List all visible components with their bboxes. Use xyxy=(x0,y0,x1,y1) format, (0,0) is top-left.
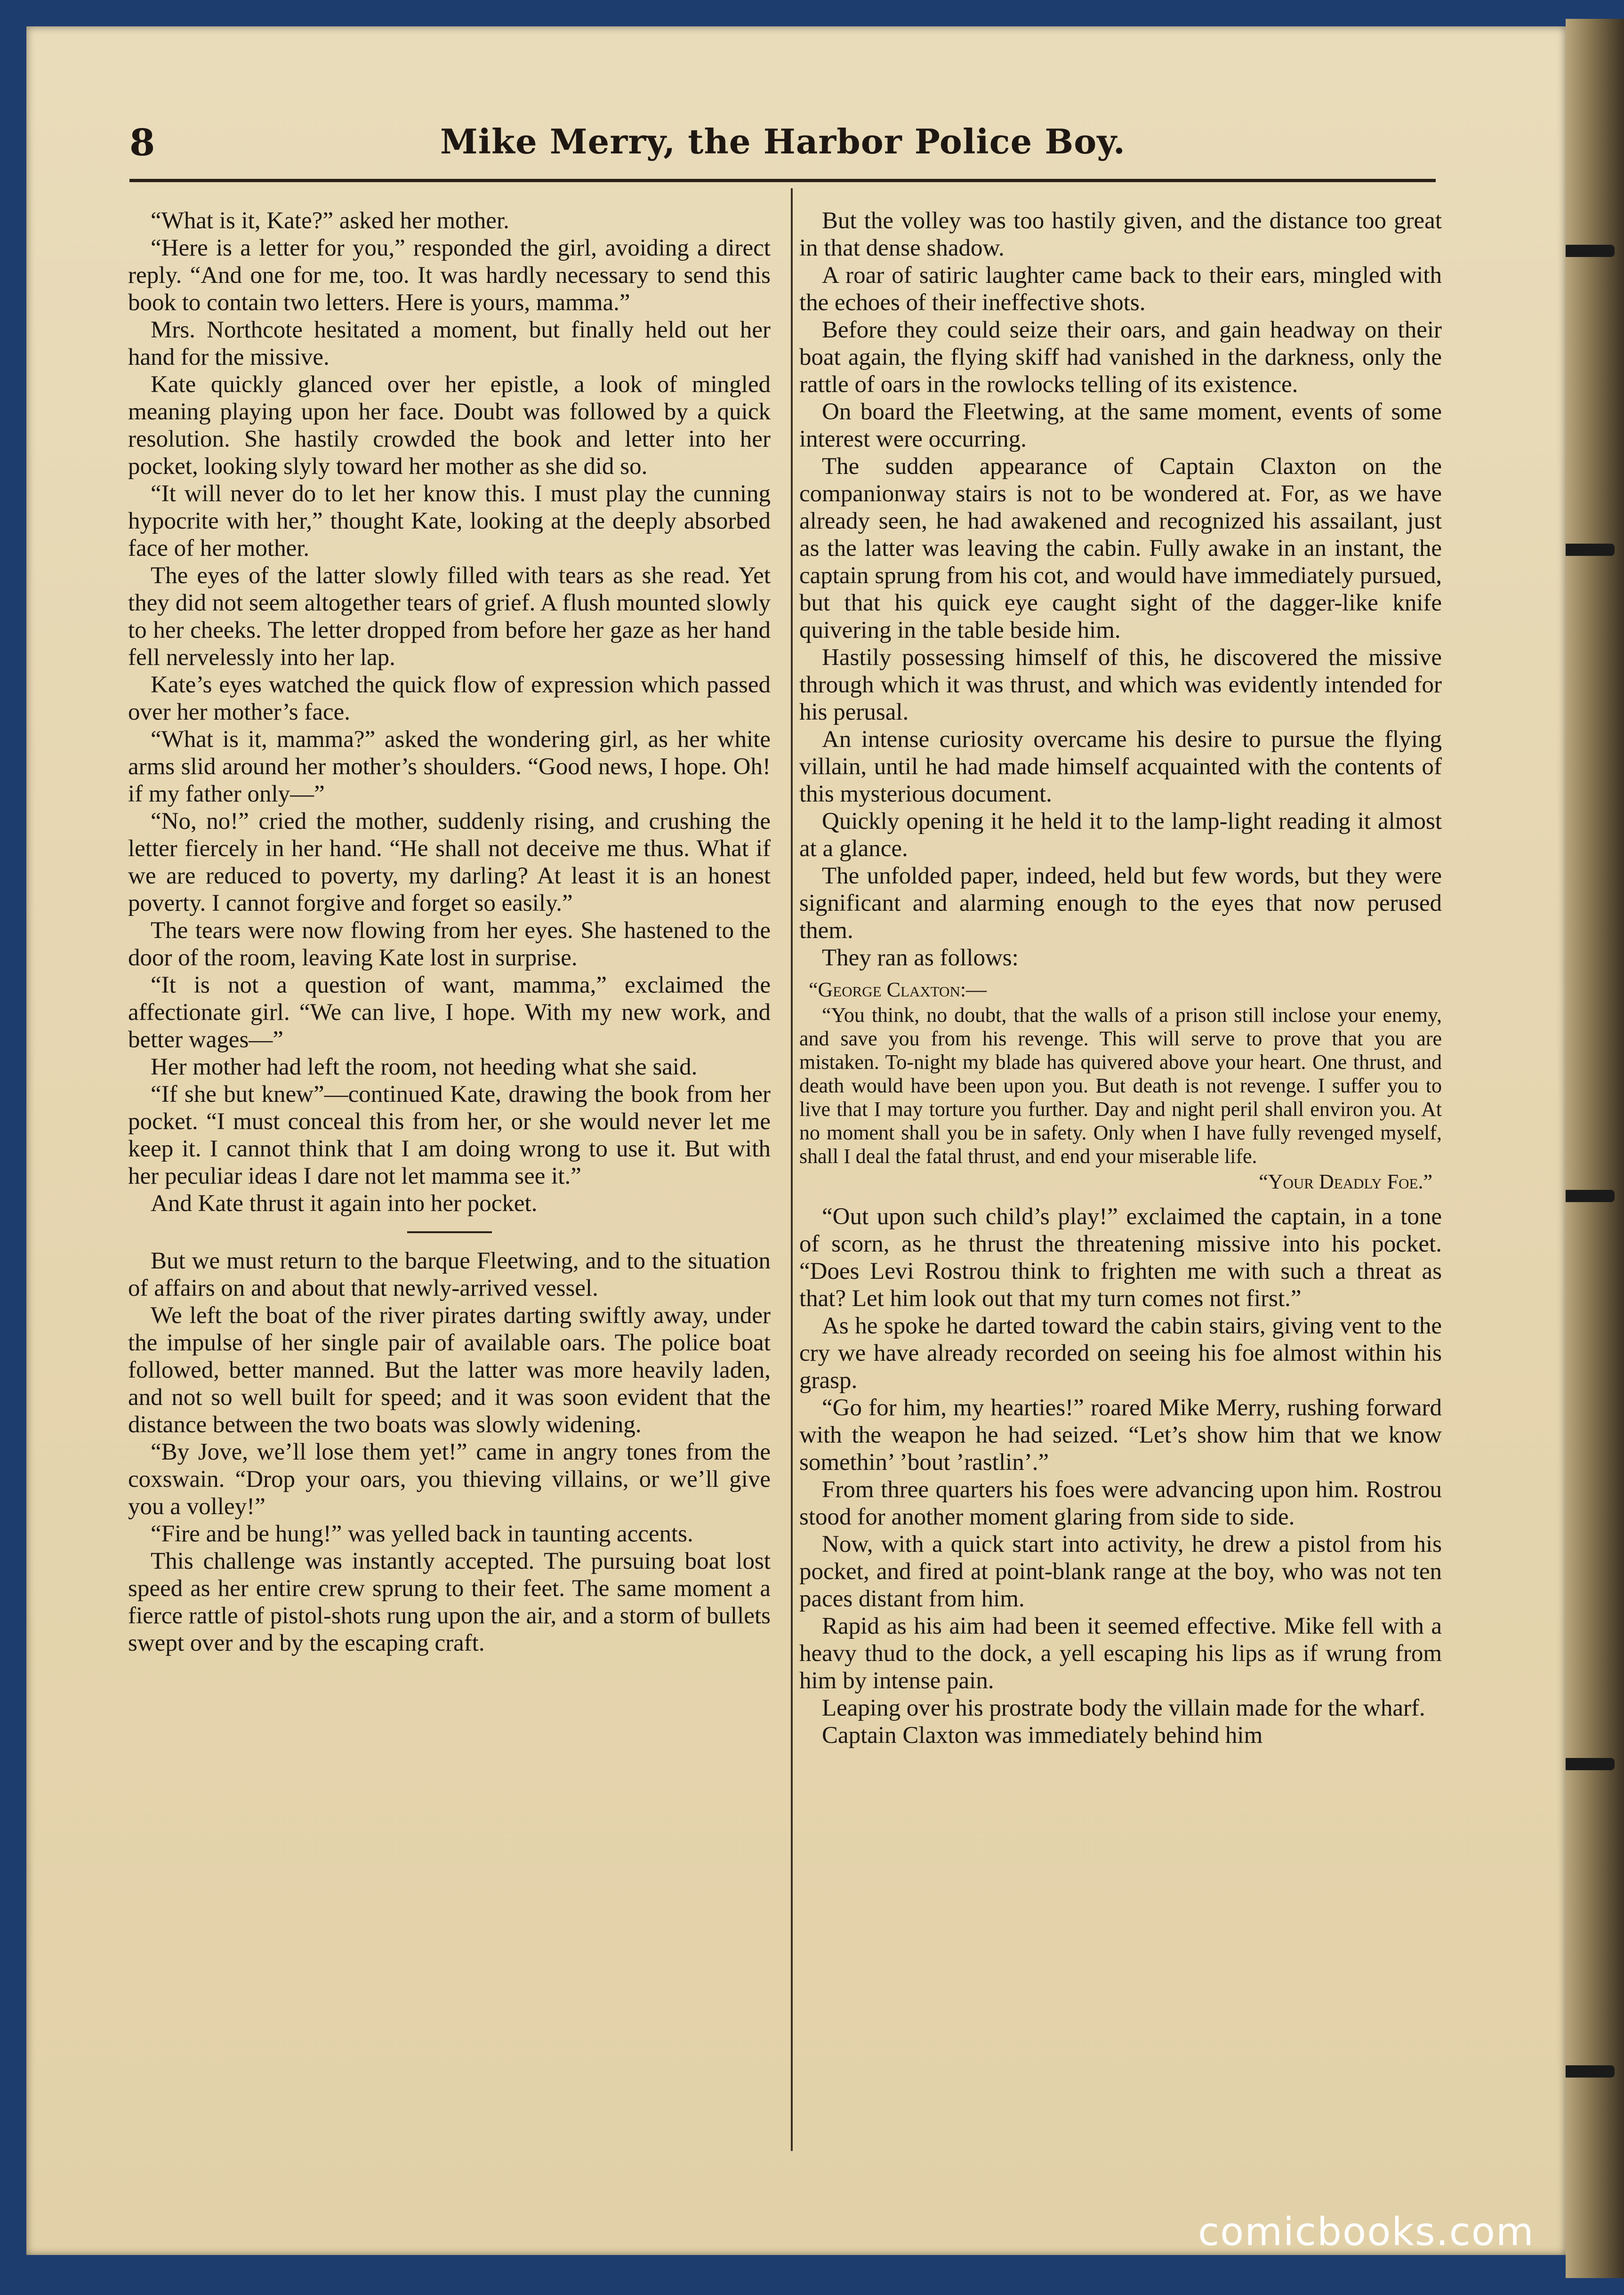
paragraph: The eyes of the latter slowly filled with tears as she read. Yet they did not seem altogether tears of grief. A flush mounted slowly to her cheeks. The letter dropped from before her gaze as her hand fell nervelessly into her lap. xyxy=(128,562,771,671)
staple xyxy=(1563,1758,1615,1770)
site-watermark: comicbooks.com xyxy=(1198,2210,1535,2255)
paragraph: Before they could seize their oars, and gain headway on their boat again, the flying skiff had vanished in the darkness, only the rattle of oars in the rowlocks telling of its existence. xyxy=(799,317,1442,398)
paragraph: Captain Claxton was immediately behind him xyxy=(822,1722,1263,1749)
quoted-letter xyxy=(799,978,1442,1194)
paragraph: “Fire and be hung!” was yelled back in taunting accents. xyxy=(151,1521,693,1547)
paragraph: A roar of satiric laughter came back to their ears, mingled with the echoes of their ineffective shots. xyxy=(799,262,1442,316)
paragraph: “No, no!” cried the mother, suddenly rising, and crushing the letter fiercely in her hand. “He shall not deceive me thus. What if we are reduced to poverty, my darling? At least it is an honest poverty. I cannot forgive and forget so easily.” xyxy=(128,808,771,916)
staple xyxy=(1563,2065,1615,2078)
paragraph: As he spoke he darted toward the cabin stairs, giving vent to the cry we have already recorded on seeing his foe almost within his grasp. xyxy=(799,1313,1442,1394)
binding-spine xyxy=(1566,19,1624,2278)
paragraph: The unfolded paper, indeed, held but few words, but they were significant and alarming enough to the eyes that now perused them. xyxy=(799,863,1442,944)
paragraph: The sudden appearance of Captain Claxton on the companionway stairs is not to be wondered at. For, as we have already seen, he had awakened and recognized his assailant, just as the latter was leaving the cabin. Fully awake in an instant, the captain sprung from his cot, and would have immediately pursued, but that his quick eye caught sight of the dagger-like knife quivering in the table beside him. xyxy=(799,453,1442,643)
page-header xyxy=(129,121,1436,173)
paragraph: But the volley was too hastily given, and the distance too great in that dense shadow. xyxy=(799,208,1442,261)
paragraph: “Here is a letter for you,” responded the girl, avoiding a direct reply. “And one for me, too. It was hardly necessary to send this book to contain two letters. Here is yours, mamma.” xyxy=(128,235,771,316)
paragraph: “It is not a question of want, mamma,” exclaimed the affectionate girl. “We can live, I hope. With my new work, and better wages—” xyxy=(128,972,771,1053)
paragraph: Quickly opening it he held it to the lamp-light reading it almost at a glance. xyxy=(799,808,1442,862)
paragraph: “It will never do to let her know this. I must play the cunning hypocrite with her,” thought Kate, looking at the deeply absorbed face of her mother. xyxy=(128,481,771,562)
paragraph: Mrs. Northcote hesitated a moment, but finally held out her hand for the missive. xyxy=(128,317,771,370)
paragraph: The tears were now flowing from her eyes. She hastened to the door of the room, leaving Kate lost in surprise. xyxy=(128,917,771,971)
paragraph: Now, with a quick start into activity, he drew a pistol from his pocket, and fired at point-blank range at the boy, who was not ten paces distant from him. xyxy=(799,1531,1442,1612)
paragraph: From three quarters his foes were advancing upon him. Rostrou stood for another moment glaring from side to side. xyxy=(799,1477,1442,1530)
paragraph: Her mother had left the room, not heeding what she said. xyxy=(151,1054,698,1080)
staple xyxy=(1563,1190,1615,1202)
paragraph: But we must return to the barque Fleetwing, and to the situation of affairs on and about that newly-arrived vessel. xyxy=(128,1248,771,1301)
paragraph: “By Jove, we’ll lose them yet!” came in angry tones from the coxswain. “Drop your oars, you thieving villains, or we’ll give you a volley!” xyxy=(128,1439,771,1520)
paragraph: Leaping over his prostrate body the villain made for the wharf. xyxy=(822,1695,1425,1721)
staple xyxy=(1563,544,1615,556)
left-column xyxy=(128,207,771,1657)
paragraph: An intense curiosity overcame his desire to pursue the flying villain, until he had made himself acquainted with the contents of this mysterious document. xyxy=(799,726,1442,807)
running-title: Mike Merry, the Harbor Police Boy. xyxy=(440,121,1126,161)
paragraph: “If she but knew”—continued Kate, drawing the book from her pocket. “I must conceal this from her, or she would never let me keep it. I cannot think that I am doing wrong to use it. But with her peculiar ideas I dare not let mamma see it.” xyxy=(128,1081,771,1189)
paragraph: Kate’s eyes watched the quick flow of expression which passed over her mother’s face. xyxy=(128,672,771,725)
right-column xyxy=(799,207,1442,1749)
paragraph: “What is it, mamma?” asked the wondering girl, as her white arms slid around her mother’s shoulders. “Good news, I hope. Oh! if my father only—” xyxy=(128,726,771,807)
paragraph: Hastily possessing himself of this, he discovered the missive through which it was thrust, and which was evidently intended for his perusal. xyxy=(799,644,1442,725)
paragraph: “Out upon such child’s play!” exclaimed the captain, in a tone of scorn, as he thrust the threatening missive into his pocket. “Does Levi Rostrou think to frighten me with such a threat as that? Let him look out that my turn comes not first.” xyxy=(799,1204,1442,1312)
column-divider xyxy=(791,188,793,2151)
paragraph: This challenge was instantly accepted. The pursuing boat lost speed as her entire crew sprung to their feet. The same moment a fierce rattle of pistol-shots rung upon the air, and a storm of bullets swept over and by the escaping craft. xyxy=(128,1548,771,1656)
paragraph: Rapid as his aim had been it seemed effective. Mike fell with a heavy thud to the dock, a yell escaping his lips as if wrung from him by intense pain. xyxy=(799,1613,1442,1694)
letter-signature: “Your Deadly Foe.” xyxy=(1259,1170,1432,1193)
letter-body: “You think, no doubt, that the walls of a prison still inclose your enemy, and save you from his revenge. This will serve to prove that you are mistaken. To-night my blade has quivered above your heart. One thrust, and death would have been upon you. But death is not revenge. I suffer you to live that I may torture you further. Day and night peril shall environ you. At no moment shall you be in safety. Only when I have fully revenged myself, shall I deal the fatal thrust, and end your miserable life. xyxy=(799,1003,1442,1168)
page-number: 8 xyxy=(129,121,155,164)
paragraph: We left the boat of the river pirates darting swiftly away, under the impulse of her single pair of available oars. The police boat followed, better manned. But the latter was more heavily laden, and not so well built for speed; and it was soon evident that the distance between the two boats was slowly widening. xyxy=(128,1302,771,1438)
staple xyxy=(1563,245,1615,257)
section-break-rule xyxy=(407,1231,492,1233)
paragraph: “Go for him, my hearties!” roared Mike Merry, rushing forward with the weapon he had seized. “Let’s show him that we know somethin’ ’bout ’rastlin’.” xyxy=(799,1395,1442,1476)
paragraph: And Kate thrust it again into her pocket. xyxy=(151,1190,538,1217)
paragraph: Kate quickly glanced over her epistle, a look of mingled meaning playing upon her face. Doubt was followed by a quick resolution. She hastily crowded the book and letter into her pocket, looking slyly toward her mother as she did so. xyxy=(128,371,771,480)
paragraph: They ran as follows: xyxy=(822,945,1019,971)
paragraph: On board the Fleetwing, at the same moment, events of some interest were occurring. xyxy=(799,399,1442,452)
header-rule xyxy=(129,179,1436,182)
paragraph: “What is it, Kate?” asked her mother. xyxy=(151,208,509,234)
letter-salutation: “George Claxton:— xyxy=(809,978,987,1001)
